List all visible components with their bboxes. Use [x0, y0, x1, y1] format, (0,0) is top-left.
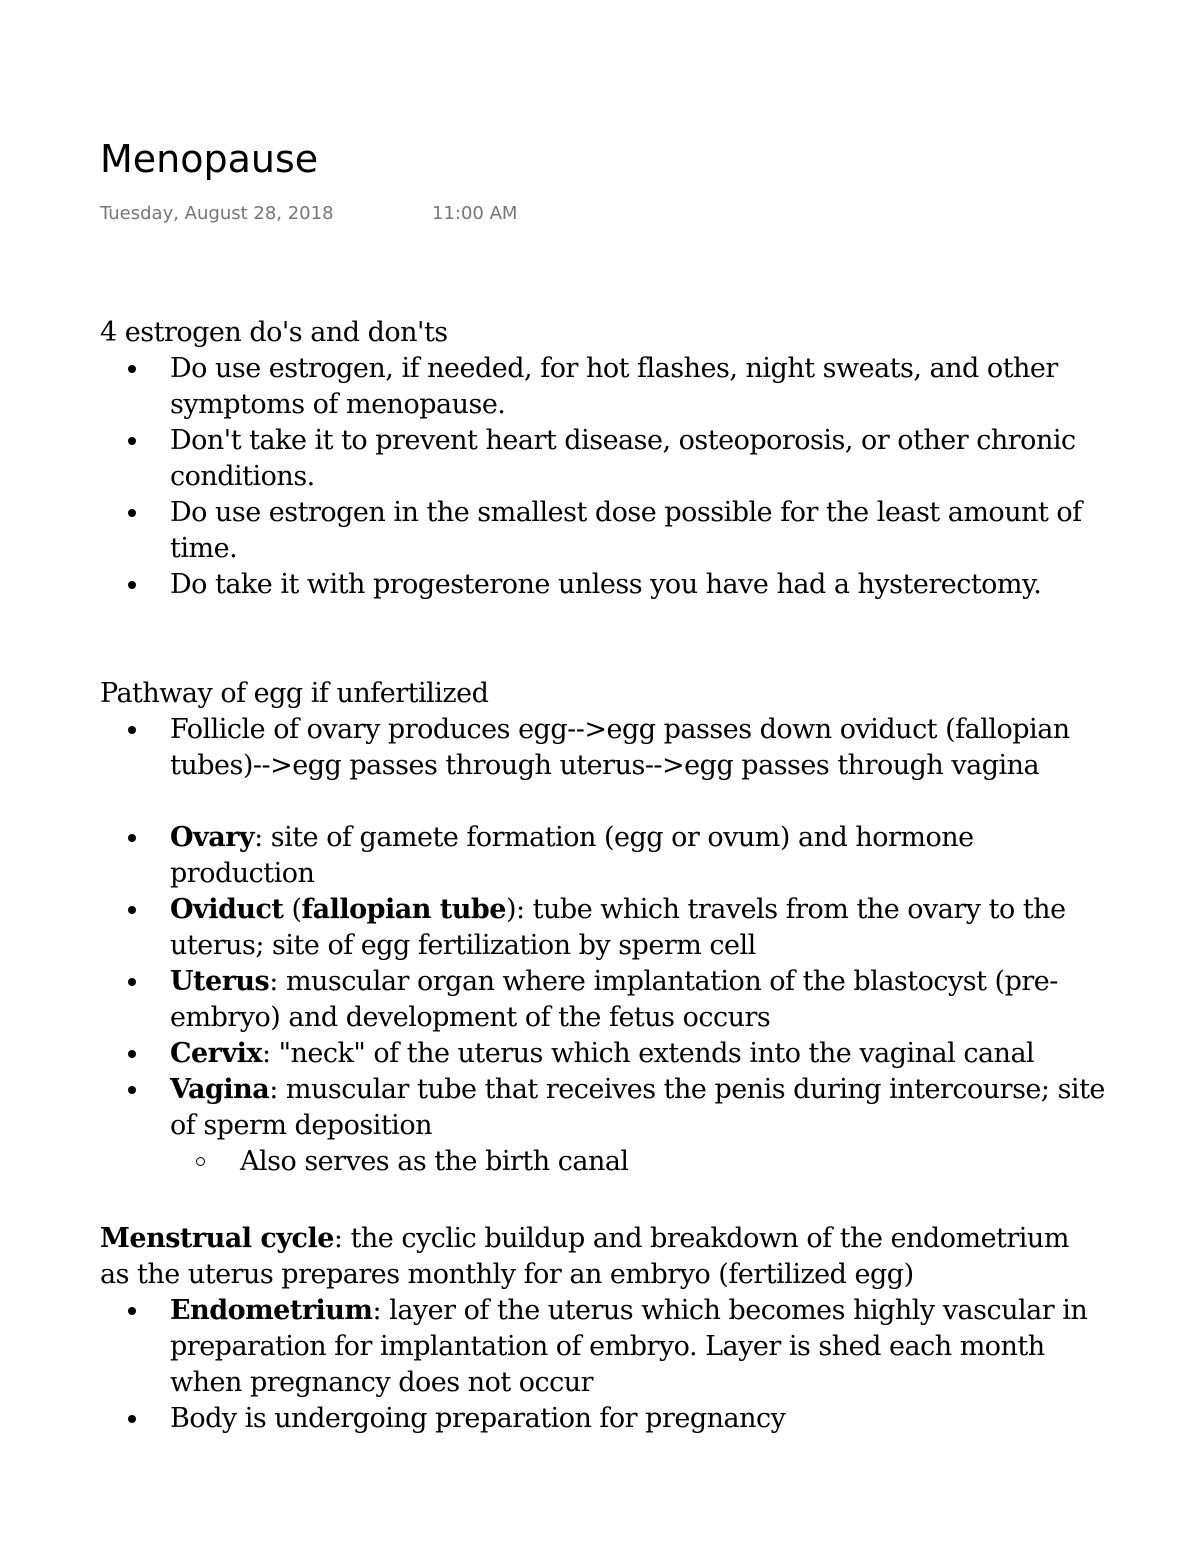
estrogen-section: [100, 315, 1160, 603]
bullet-icon: [128, 978, 136, 986]
definition-continued: as the uterus prepares monthly for an embryo (fertilized egg): [100, 1259, 914, 1290]
term: Vagina: [170, 1074, 270, 1105]
definition: : muscular tube that receives the penis during intercourse; site: [269, 1074, 1105, 1105]
list-item-text: embryo) and development of the fetus occurs: [170, 1002, 771, 1033]
list-item-text: of sperm deposition: [170, 1110, 432, 1141]
list-item-text: preparation for implantation of embryo. Layer is shed each month: [170, 1331, 1045, 1362]
anatomy-terms-list: [100, 820, 1160, 1180]
term: Endometrium: [170, 1295, 373, 1326]
list-item-text: when pregnancy does not occur: [170, 1367, 594, 1398]
term: Cervix: [170, 1038, 262, 1069]
bullet-icon: [128, 437, 136, 445]
bullet-icon: [128, 581, 136, 589]
list-item-text: tubes)-->egg passes through uterus-->egg passes through vagina: [170, 750, 1040, 781]
list-item-text: symptoms of menopause.: [170, 389, 506, 420]
term: Ovary: [170, 822, 255, 853]
list-item-text: Don't take it to prevent heart disease, osteoporosis, or other chronic: [170, 425, 1076, 456]
list-item-text: Body is undergoing preparation for pregnancy: [170, 1403, 786, 1434]
bullet-icon: [128, 1307, 136, 1315]
list-item-text: time.: [170, 533, 238, 564]
bullet-icon: [128, 726, 136, 734]
list-item: [100, 964, 1160, 1036]
estrogen-list: [100, 351, 1160, 603]
section-heading: [100, 1221, 1160, 1257]
list-item: [100, 1293, 1160, 1401]
term: Uterus: [170, 966, 270, 997]
section-heading: 4 estrogen do's and don'ts: [100, 317, 448, 348]
list-item: [100, 820, 1160, 892]
bullet-icon: [128, 1415, 136, 1423]
menstrual-list: [100, 1293, 1160, 1437]
sub-list-item: [170, 1144, 1160, 1180]
bullet-icon: [128, 834, 136, 842]
list-item: [100, 712, 1160, 784]
definition: : the cyclic buildup and breakdown of the endometrium: [333, 1223, 1069, 1254]
list-item: [100, 1072, 1160, 1180]
list-item-text: production: [170, 858, 315, 889]
list-item: [100, 423, 1160, 495]
bullet-icon: [128, 906, 136, 914]
list-item: [100, 495, 1160, 567]
list-item: [100, 1036, 1160, 1072]
list-item: [100, 892, 1160, 964]
definition: : muscular organ where implantation of the blastocyst (pre-: [269, 966, 1058, 997]
bullet-icon: [128, 509, 136, 517]
definition: : layer of the uterus which becomes highly vascular in: [372, 1295, 1088, 1326]
list-item-text: conditions.: [170, 461, 315, 492]
definition: ): tube which travels from the ovary to the: [505, 894, 1066, 925]
list-item-text: Do use estrogen in the smallest dose possible for the least amount of: [170, 497, 1082, 528]
term: Menstrual cycle: [100, 1223, 334, 1254]
list-item-text: Do use estrogen, if needed, for hot flashes, night sweats, and other: [170, 353, 1058, 384]
circle-bullet-icon: [196, 1157, 205, 1166]
list-item: [100, 1401, 1160, 1437]
term: fallopian tube: [301, 894, 506, 925]
sub-list: [170, 1144, 1160, 1180]
section-heading: Pathway of egg if unfertilized: [100, 678, 489, 709]
term: Oviduct: [170, 894, 284, 925]
menstrual-cycle-section: [100, 1221, 1160, 1437]
list-item-text: Follicle of ovary produces egg-->egg passes down oviduct (fallopian: [170, 714, 1070, 745]
note-time: 11:00 AM: [432, 203, 518, 224]
bullet-icon: [128, 1050, 136, 1058]
egg-pathway-section: [100, 676, 1160, 1180]
definition: : site of gamete formation (egg or ovum) and hormone: [254, 822, 974, 853]
note-date: Tuesday, August 28, 2018: [100, 203, 334, 224]
list-item: [100, 567, 1160, 603]
bullet-icon: [128, 365, 136, 373]
pathway-list: [100, 712, 1160, 784]
list-item: [100, 351, 1160, 423]
definition: : "neck" of the uterus which extends into the vaginal canal: [261, 1038, 1035, 1069]
bullet-icon: [128, 1086, 136, 1094]
paren: (: [283, 894, 302, 925]
sub-list-item-text: Also serves as the birth canal: [240, 1146, 629, 1177]
list-item-text: Do take it with progesterone unless you have had a hysterectomy.: [170, 569, 1042, 600]
list-item-text: uterus; site of egg fertilization by sperm cell: [170, 930, 756, 961]
page-title: Menopause: [100, 137, 319, 181]
